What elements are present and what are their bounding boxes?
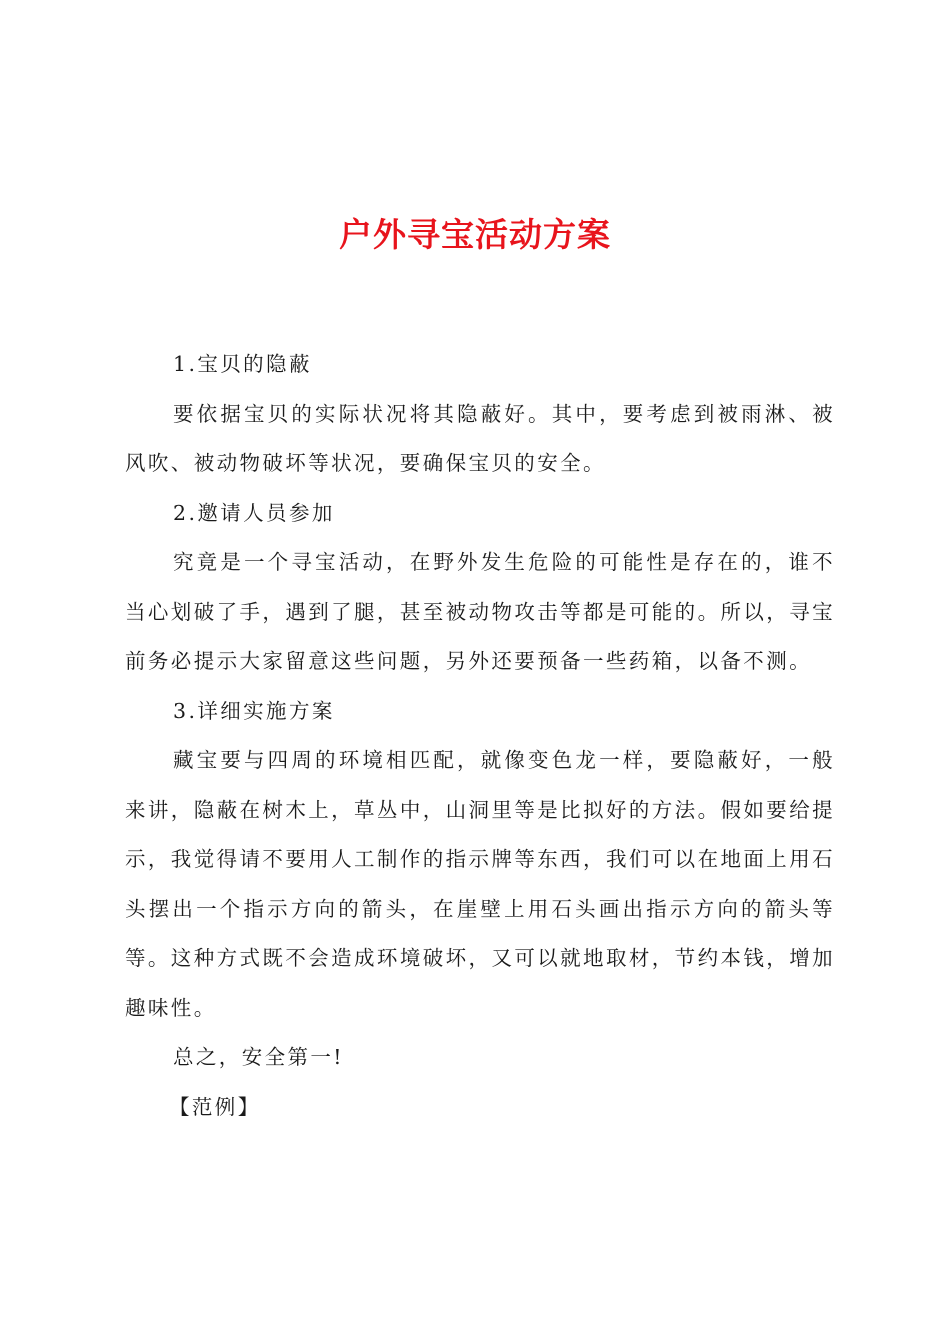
page-title: 户外寻宝活动方案 (339, 215, 611, 254)
paragraph-summary: 总之，安全第一! (173, 1045, 344, 1069)
example-label: 【范例】 (169, 1094, 261, 1119)
document-body (125, 340, 835, 1132)
paragraph-invite: 究竟是一个寻宝活动，在野外发生危险的可能性是存在的，谁不当心划破了手，遇到了腿，甚至被动物攻击等都是可能的。所以，寻宝前务必提示大家留意这些问题，另外还要预备一些药箱，以备不测。 (125, 550, 835, 673)
section-heading-hiding: 1.宝贝的隐蔽 (173, 352, 312, 376)
section-heading-invite: 2.邀请人员参加 (173, 500, 335, 525)
section-heading-plan: 3.详细实施方案 (173, 698, 335, 723)
paragraph-plan: 藏宝要与四周的环境相匹配，就像变色龙一样，要隐蔽好，一般来讲，隐蔽在树木上，草丛中，山洞里等是比拟好的方法。假如要给提示，我觉得请不要用人工制作的指示牌等东西，我们可以在地面上用石头摆出一个指示方向的箭头，在崖壁上用石头画出指示方向的箭头等等。这种方式既不会造成环境破坏，又可以就地取材，节约本钱，增加趣味性。 (125, 748, 835, 1020)
paragraph-hiding: 要依据宝贝的实际状况将其隐蔽好。其中，要考虑到被雨淋、被风吹、被动物破坏等状况，要确保宝贝的安全。 (125, 401, 835, 475)
